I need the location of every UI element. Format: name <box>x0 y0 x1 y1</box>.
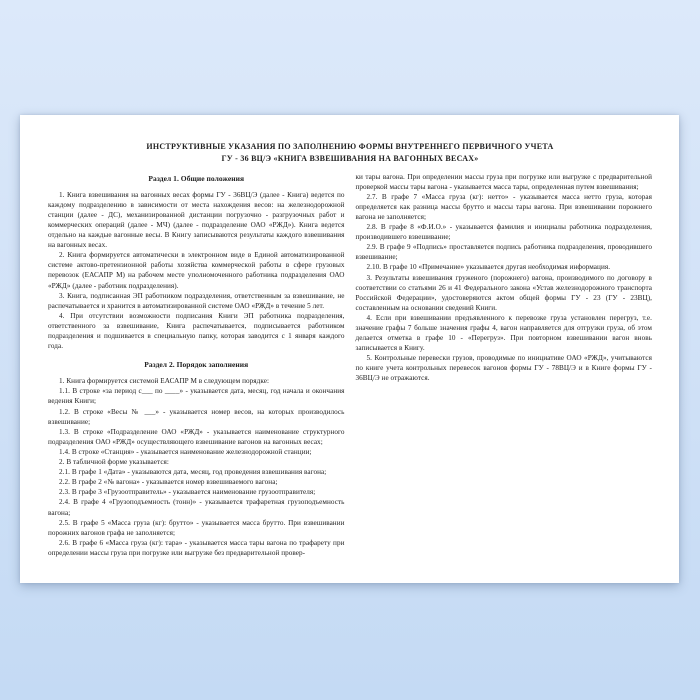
paragraph: 4. При отсутствии возможности подписания Книги ЭП работника подразделения, ответственного за взвешивание, Книга распечатывается, подписывается работником подразделения и подшивается в специальную папку, которая заводится с 1 января каждого года. <box>48 311 345 351</box>
paragraph: 3. Книга, подписанная ЭП работником подразделения, ответственным за взвешивание, не распечатывается и хранится в автоматизированной системе ОАО «РЖД» в течение 5 лет. <box>48 291 345 310</box>
paragraph: 1.3. В строке «Подразделение ОАО «РЖД» - указывается наименование структурного подразделения ОАО «РЖД» осуществляющего взвешивание вагонов на вагонных весах; <box>48 427 345 446</box>
paragraph: 2. В табличной форме указывается: <box>59 458 169 467</box>
paragraph: 1. Книга взвешивания на вагонных весах формы ГУ - 36ВЦ/Э (далее - Книга) ведется по каждому подразделению в зависимости от места нахождения весов: на железнодорожной станции (далее - ДС), механизированной дистанции погрузочно - разгрузочных работ и коммерческих операций (далее - МЧ) (далее - подразделение ОАО «РЖД»). Книга ведется отдельно на каждые вагонные весы. В Книгу записываются результаты каждого взвешивания на вагонных весах. <box>48 190 345 250</box>
paragraph: 2.5. В графе 5 «Масса груза (кг): брутто» - указывается масса брутто. При взвешивании порожних вагонов графа не заполняется; <box>48 518 345 537</box>
left-column <box>48 172 345 558</box>
document-title <box>48 141 652 165</box>
paragraph: 2.7. В графе 7 «Масса груза (кг): нетто» - указывается масса нетто груза, которая определяется как разница массы брутто и массы тары вагона. При взвешивании порожнего вагона не заполняется; <box>355 192 652 221</box>
paragraph: 1.1. В строке «за период с___ по ____» - указывается дата, месяц, год начала и окончания ведения Книги; <box>48 387 345 406</box>
section-heading: Раздел 2. Порядок заполнения <box>144 360 249 370</box>
paragraph: 1.4. В строке «Станция» - указывается наименование железнодорожной станции; <box>59 447 312 456</box>
paragraph: 2.4. В графе 4 «Грузоподъемность (тонн)» - указывается трафаретная грузоподъемность вагона; <box>48 498 345 517</box>
paragraph: 2.1. В графе 1 «Дата» - указываются дата, месяц, год проведения взвешивания вагона; <box>59 468 327 477</box>
section-heading: Раздел 1. Общие положения <box>148 173 245 183</box>
paragraph: 2.9. В графе 9 «Подпись» проставляется подпись работника подразделения, проводившего взвешивание; <box>355 243 652 262</box>
paragraph: 1.2. В строке «Весы № ___» - указывается номер весов, на которых производилось взвешивание; <box>48 407 345 426</box>
right-column <box>356 172 653 558</box>
paragraph: 2.6. В графе 6 «Масса груза (кг): тара» - указывается масса тары вагона по трафарету при определении массы груза при погрузке или выгрузке без предварительной провер- <box>48 538 345 557</box>
paragraph: 3. Результаты взвешивания груженого (порожнего) вагона, производимого по договору в соответствии со статьями 26 и 41 Федерального закона «Устав железнодорожного транспорта Российской Федерации», удостоверяются актом общей формы ГУ - 23 (ГУ - 23ВЦ), составленным на основании сведений Книги. <box>355 273 652 312</box>
document-title-line1: ИНСТРУКТИВНЫЕ УКАЗАНИЯ ПО ЗАПОЛНЕНИЮ ФОРМЫ ВНУТРЕННЕГО ПЕРВИЧНОГО УЧЕТА <box>146 142 554 151</box>
document-page <box>20 115 679 583</box>
paragraph: 2.2. В графе 2 «№ вагона» - указывается номер взвешиваемого вагона; <box>59 478 278 487</box>
paragraph: 2. Книга формируется автоматически в электронном виде в Единой автоматизированной системе актово-претензионной работы хозяйства коммерческой работы в сфере грузовых перевозок (ЕАСАПР М) на рабочем месте уполномоченного работника подразделения ОАО «РЖД» (далее - работник подразделения). <box>48 251 345 290</box>
paragraph: 5. Контрольные перевески грузов, проводимые по инициативе ОАО «РЖД», учитываются по книге учета контрольных перевесок вагонов формы ГУ - 78ВЦ/Э и в Книге формы ГУ - 36ВЦ/Э не отражаются. <box>355 354 652 383</box>
document-title-line2: ГУ - 36 ВЦ/Э «КНИГА ВЗВЕШИВАНИЯ НА ВАГОННЫХ ВЕСАХ» <box>221 153 479 163</box>
text-columns <box>48 172 652 558</box>
paragraph: 1. Книга формируется системой ЕАСАПР М в следующем порядке: <box>59 377 270 386</box>
paragraph: 2.3. В графе 3 «Грузоотправитель» - указывается наименование грузоотправителя; <box>59 488 316 497</box>
paragraph: 2.8. В графе 8 «Ф.И.О.» - указывается фамилия и инициалы работника подразделения, производившего взвешивание; <box>355 223 652 242</box>
paragraph: ки тары вагона. При определении массы груза при погрузке или выгрузке с предварительной проверкой массы тары вагона - указывается масса тары, определенная путем взвешивания; <box>355 172 652 191</box>
paragraph: 2.10. В графе 10 «Примечание» указывается другая необходимая информация. <box>366 263 611 272</box>
paragraph: 4. Если при взвешивании предъявленного к перевозке груза установлен перегруз, т.е. значение графы 7 больше значения графы 4, вагон направляется для отгрузки груза, об этом делается отметка в графе 10 - «Перегруз». При повторном взвешивании вагон вновь записывается в Книгу. <box>355 313 652 353</box>
